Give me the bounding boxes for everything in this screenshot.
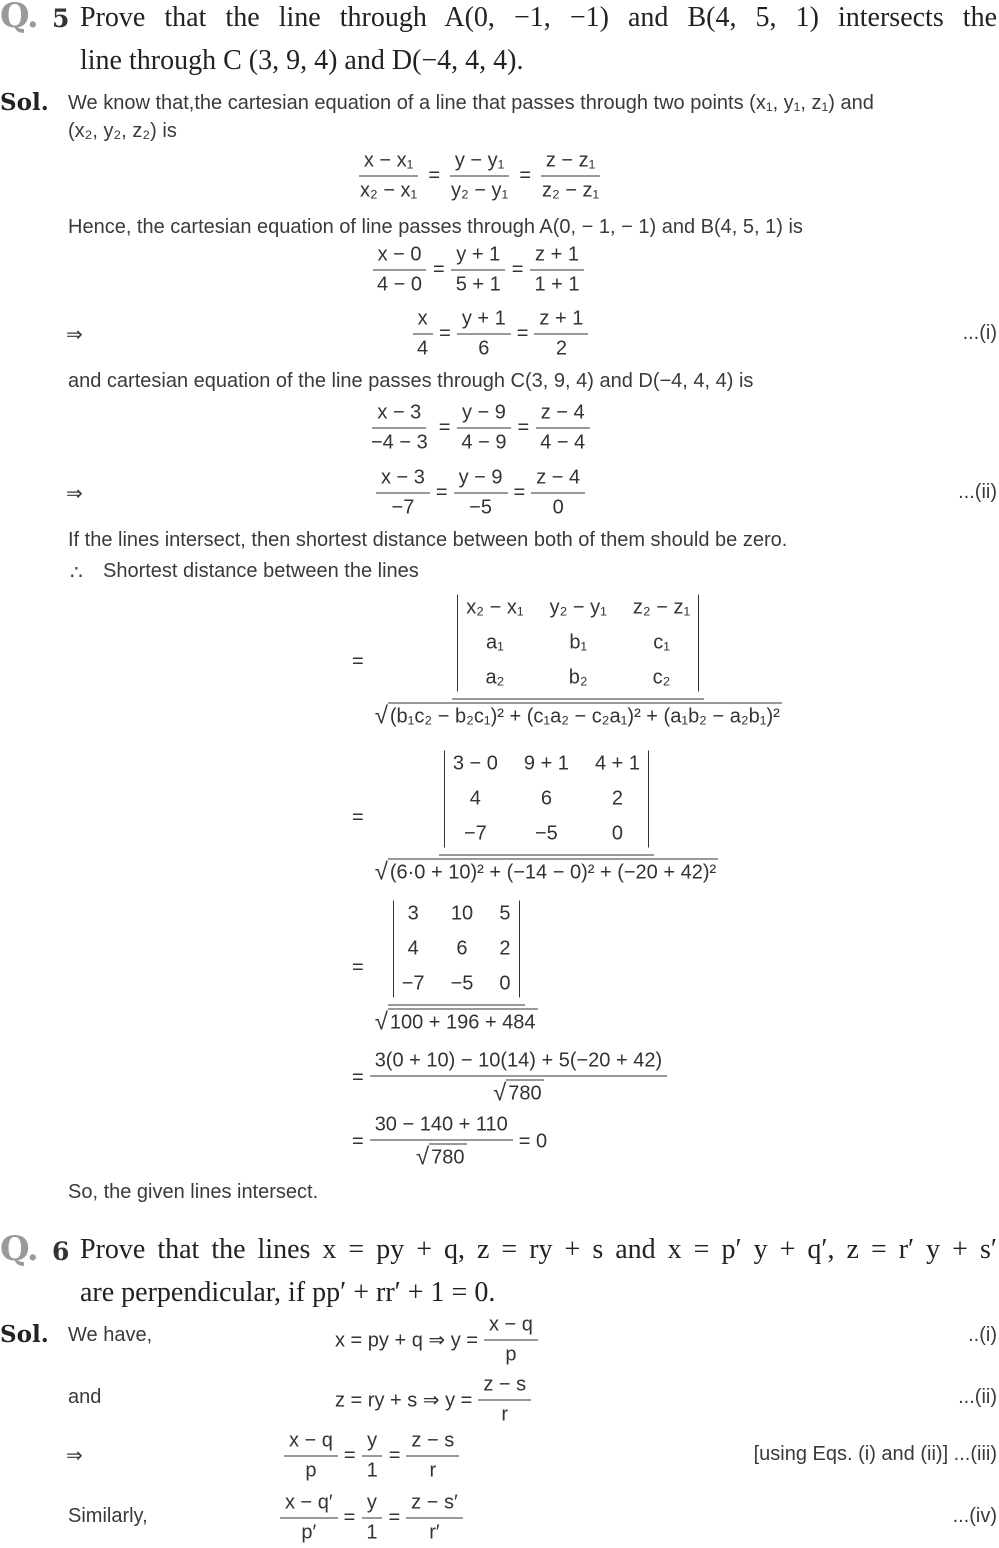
numerator (362, 1430, 382, 1457)
equation (280, 1492, 463, 1545)
numerator (541, 150, 601, 177)
math-text: r′ (429, 1521, 440, 1544)
numerator (457, 308, 511, 335)
equation-tag: ...(ii) (958, 481, 997, 503)
math-text: 1 + 1 (534, 273, 580, 296)
math-text: 5 (499, 902, 511, 925)
math-text: 6 (478, 337, 490, 360)
square-root (375, 859, 718, 885)
math-text: = (433, 258, 445, 281)
question-text-line2: line through C (3, 9, 4) and D(−4, 4, 4). (80, 45, 524, 76)
implies-symbol: ⇒ (66, 483, 83, 505)
fraction (534, 308, 588, 361)
distance-formula (352, 595, 787, 730)
numerator (406, 1430, 459, 1457)
math-text: x − x₁ (363, 149, 414, 172)
math-text: = (352, 956, 364, 979)
math-text: = (511, 258, 524, 281)
math-group (375, 1009, 538, 1035)
math-text: 6 (540, 787, 552, 810)
sqrt-icon: √ (374, 702, 388, 730)
numerator (534, 308, 588, 335)
equation-tag: ...(ii) (958, 1386, 997, 1408)
math-text: z − z₁ (545, 149, 596, 172)
denominator (551, 335, 572, 361)
math-text: z + 1 (539, 307, 584, 330)
conclusion: So, the given lines intersect. (68, 1181, 319, 1203)
math-text: x − q (289, 1429, 333, 1452)
numerator (439, 751, 654, 856)
text-line: and cartesian equation of the line passes through C(3, 9, 4) and D(−4, 4, 4) is (68, 370, 754, 392)
math-text: x − q (488, 1313, 533, 1336)
fraction (370, 1050, 667, 1107)
distance-expanded (352, 1050, 667, 1107)
math-text: 30 − 140 + 110 (374, 1113, 508, 1136)
numerator (452, 595, 704, 700)
math-text: 5 + 1 (455, 273, 501, 296)
fraction (451, 244, 506, 297)
denominator (387, 494, 420, 520)
text-line: If the lines intersect, then shortest distance between both of them should be zero. (68, 529, 788, 551)
math-text: −7 (391, 496, 415, 519)
numerator (359, 150, 419, 177)
distance-substituted (352, 751, 723, 886)
math-text: 1 (366, 1521, 378, 1544)
denominator (361, 1519, 382, 1545)
math-text: = (439, 322, 451, 345)
math-text: b₁ (569, 631, 588, 654)
denominator (548, 494, 569, 520)
text-line: Shortest distance between the lines (103, 560, 419, 582)
equation (355, 150, 604, 203)
equation-tag: ...(i) (962, 322, 997, 344)
question-text-line1: Prove that the line through A(0, −1, −1) and B(4, 5, 1) intersects the (80, 2, 997, 33)
fraction (370, 751, 723, 886)
text-line: (x₂, y₂, z₂) is (68, 120, 177, 142)
denominator (370, 700, 787, 730)
equation-tag: [using Eqs. (i) and (ii)] ...(iii) (753, 1443, 997, 1465)
math-text: x₂ − x₁ (360, 179, 418, 202)
math-text: = (388, 1444, 401, 1467)
math-text: = (352, 806, 364, 829)
text-line: Hence, the cartesian equation of line passes through A(0, − 1, − 1) and B(4, 5, 1) is (68, 216, 803, 238)
fraction (370, 901, 543, 1036)
square-root (375, 1009, 538, 1035)
fraction (366, 402, 433, 455)
math-group (393, 901, 520, 1002)
numerator (372, 402, 426, 429)
implies-symbol: ⇒ (66, 324, 83, 346)
numerator (388, 901, 525, 1006)
denominator (424, 1457, 441, 1483)
math-text: −5 (450, 972, 474, 995)
math-text: −7 (463, 822, 487, 845)
sqrt-icon: √ (493, 1079, 507, 1107)
math-text: 3 (407, 902, 419, 925)
math-text: 4 (417, 337, 429, 360)
therefore-symbol: ∴ (70, 562, 83, 584)
math-text: (6·0 + 10)² + (−14 − 0)² + (−20 + 42)² (389, 861, 717, 884)
math-text: 9 + 1 (523, 752, 569, 775)
math-text: z₂ − z₁ (632, 596, 691, 619)
math-text: = (438, 416, 451, 439)
determinant (457, 595, 699, 692)
math-text: = (352, 1066, 364, 1089)
math-text: = (517, 416, 530, 439)
math-text: = (435, 481, 448, 504)
math-text: 4 (469, 787, 481, 810)
math-text: 4 (407, 937, 419, 960)
math-text: c₂ (652, 666, 671, 689)
numerator (376, 467, 430, 494)
denominator (355, 177, 422, 203)
fraction (529, 244, 584, 297)
math-text: = (352, 650, 364, 673)
math-text: y + 1 (456, 243, 501, 266)
numerator (450, 150, 510, 177)
numerator (280, 1492, 338, 1519)
math-text: = (428, 164, 440, 187)
text-line: and (68, 1386, 102, 1408)
denominator (464, 494, 497, 520)
denominator (411, 1141, 472, 1171)
math-text: z − s′ (411, 1491, 458, 1514)
math-text: 780 (431, 1146, 465, 1169)
math-text: 0 (499, 972, 511, 995)
math-text: = (388, 1506, 401, 1529)
denominator (370, 856, 723, 886)
denominator (535, 429, 590, 455)
denominator (500, 1341, 521, 1367)
question-text-line1: Prove that the lines x = py + q, z = ry + s and x = p′ y + q′, z = r′ y + s′ (80, 1234, 997, 1265)
math-text: x − 3 (381, 466, 425, 489)
math-text: y₂ − y₁ (451, 179, 509, 202)
radicand (388, 859, 718, 885)
math-text: x − q′ (285, 1491, 333, 1514)
numerator (478, 1374, 531, 1401)
fraction (446, 150, 513, 203)
fraction (537, 150, 604, 203)
fraction (535, 402, 590, 455)
math-text: x₂ − x₁ (466, 596, 524, 619)
question-number: 6 (52, 1237, 70, 1266)
question-label: Q. (0, 0, 38, 36)
numerator (484, 1314, 538, 1341)
denominator (424, 1519, 444, 1545)
question-number: 5 (52, 4, 70, 33)
sqrt-icon: √ (415, 1143, 430, 1171)
math-text: x = py + q ⇒ y = (335, 1329, 478, 1352)
solution-label: Sol. (0, 89, 49, 116)
math-group (375, 703, 782, 729)
math-text: z − 4 (536, 466, 581, 489)
math-text: 4 + 1 (594, 752, 640, 775)
math-text: z − s (411, 1429, 455, 1452)
numerator (457, 402, 511, 429)
fraction (355, 150, 422, 203)
fraction (280, 1492, 338, 1545)
math-text: 1 (366, 1459, 378, 1482)
text-line: We have, (68, 1324, 153, 1346)
math-text: = (516, 322, 529, 345)
math-group (375, 859, 718, 885)
math-text: 100 + 196 + 484 (389, 1011, 536, 1034)
math-text: z + 1 (535, 243, 579, 266)
math-text: z = ry + s ⇒ y = (335, 1389, 473, 1412)
math-text: x (417, 307, 428, 330)
math-text: p′ (301, 1521, 317, 1544)
denominator (412, 335, 433, 361)
math-text: 4 − 0 (377, 273, 423, 296)
math-group (416, 1144, 467, 1170)
denominator (300, 1457, 321, 1483)
equation (372, 244, 585, 297)
radicand (506, 1080, 543, 1106)
math-text: 3 − 0 (452, 752, 498, 775)
denominator (537, 177, 604, 203)
equation (335, 1314, 538, 1367)
math-group (493, 1080, 544, 1106)
fraction (456, 402, 511, 455)
math-text: 4 − 9 (461, 431, 507, 454)
distance-simplified (352, 901, 543, 1036)
math-text: 6 (456, 937, 468, 960)
radicand (388, 703, 782, 729)
denominator (362, 1457, 383, 1483)
fraction (406, 1430, 459, 1483)
math-text: = (519, 164, 531, 187)
denominator (529, 271, 584, 297)
math-text: r (429, 1459, 437, 1482)
fraction (376, 467, 430, 520)
determinant (393, 901, 520, 998)
math-text: = 0 (518, 1130, 548, 1153)
denominator (451, 271, 506, 297)
denominator (370, 1006, 543, 1036)
fraction (406, 1492, 463, 1545)
fraction (478, 1374, 531, 1427)
radicand (429, 1144, 466, 1170)
math-text: y + 1 (461, 307, 506, 330)
math-text: z₂ − z₁ (542, 179, 600, 202)
denominator (446, 177, 513, 203)
numerator (370, 1050, 667, 1077)
math-text: = (343, 1444, 356, 1467)
sqrt-icon: √ (374, 858, 388, 886)
solution-label: Sol. (0, 1321, 49, 1348)
denominator (496, 1401, 513, 1427)
numerator (531, 467, 585, 494)
denominator (366, 429, 433, 455)
math-text: y₂ − y₁ (549, 596, 607, 619)
math-text: y − 9 (458, 466, 503, 489)
fraction (370, 1114, 513, 1171)
implies-symbol: ⇒ (66, 1445, 83, 1467)
math-text: = (343, 1506, 356, 1529)
math-text: z − s (483, 1373, 527, 1396)
math-text: 780 (508, 1082, 542, 1105)
math-text: −4 − 3 (371, 431, 428, 454)
numerator (454, 467, 508, 494)
math-text: c₁ (653, 631, 670, 654)
math-text: 0 (611, 822, 624, 845)
fraction (531, 467, 585, 520)
sqrt-icon: √ (374, 1008, 388, 1036)
fraction (284, 1430, 338, 1483)
math-text: 2 (611, 787, 624, 810)
math-text: 4 − 4 (540, 431, 586, 454)
text-line: Similarly, (68, 1505, 148, 1527)
math-text: 2 (555, 337, 567, 360)
question-text-line2: are perpendicular, if pp′ + rr′ + 1 = 0. (80, 1277, 496, 1308)
numerator (530, 244, 584, 271)
fraction (370, 595, 787, 730)
math-text: 2 (499, 937, 511, 960)
numerator (370, 1114, 513, 1141)
numerator (406, 1492, 463, 1519)
math-text: p (305, 1459, 317, 1482)
math-text: y − 9 (461, 401, 506, 424)
math-text: a₁ (486, 631, 504, 654)
equation (284, 1430, 459, 1483)
math-text: = (352, 1130, 364, 1153)
equation-tag: ..(i) (968, 1324, 997, 1346)
equation (366, 402, 590, 455)
fraction (362, 1430, 383, 1483)
equation (335, 1374, 531, 1427)
math-text: a₂ (485, 666, 505, 689)
denominator (456, 429, 511, 455)
equation (376, 467, 585, 520)
square-root (416, 1144, 467, 1170)
numerator (413, 308, 433, 335)
math-text: r (501, 1403, 509, 1426)
math-group (444, 751, 649, 852)
question-label: Q. (0, 1229, 38, 1269)
equation-tag: ...(iv) (952, 1505, 997, 1527)
distance-result (352, 1114, 547, 1171)
fraction (412, 308, 433, 361)
denominator (473, 335, 494, 361)
numerator (362, 1492, 382, 1519)
math-text: (b₁c₂ − b₂c₁)² + (c₁a₂ − c₂a₁)² + (a₁b₂ − a₂b₁)² (389, 705, 780, 728)
numerator (451, 244, 505, 271)
math-text: p (505, 1343, 517, 1366)
denominator (372, 271, 427, 297)
math-text: −7 (401, 972, 425, 995)
math-text: 3(0 + 10) − 10(14) + 5(−20 + 42) (374, 1049, 663, 1072)
denominator (296, 1519, 321, 1545)
math-text: −5 (469, 496, 492, 519)
fraction (457, 308, 511, 361)
determinant (444, 751, 649, 848)
math-text: 0 (552, 496, 564, 519)
square-root (375, 703, 782, 729)
math-group (457, 595, 699, 696)
fraction (484, 1314, 538, 1367)
fraction (372, 244, 427, 297)
fraction (361, 1492, 382, 1545)
math-text: x − 0 (377, 243, 422, 266)
math-text: 10 (450, 902, 474, 925)
math-text: x − 3 (377, 401, 422, 424)
math-text: y (367, 1429, 378, 1452)
math-text: y − y₁ (454, 149, 505, 172)
math-text: y (366, 1491, 377, 1514)
numerator (284, 1430, 338, 1457)
equation (412, 308, 588, 361)
math-text: −5 (535, 822, 558, 845)
math-text: z − 4 (540, 401, 585, 424)
radicand (388, 1009, 538, 1035)
denominator (488, 1077, 549, 1107)
text-line: We know that,the cartesian equation of a line that passes through two points (x₁, y₁, z₁) and (68, 92, 874, 114)
square-root (493, 1080, 544, 1106)
numerator (536, 402, 590, 429)
math-text: = (513, 481, 526, 504)
fraction (454, 467, 508, 520)
math-text: b₂ (568, 666, 588, 689)
numerator (373, 244, 427, 271)
